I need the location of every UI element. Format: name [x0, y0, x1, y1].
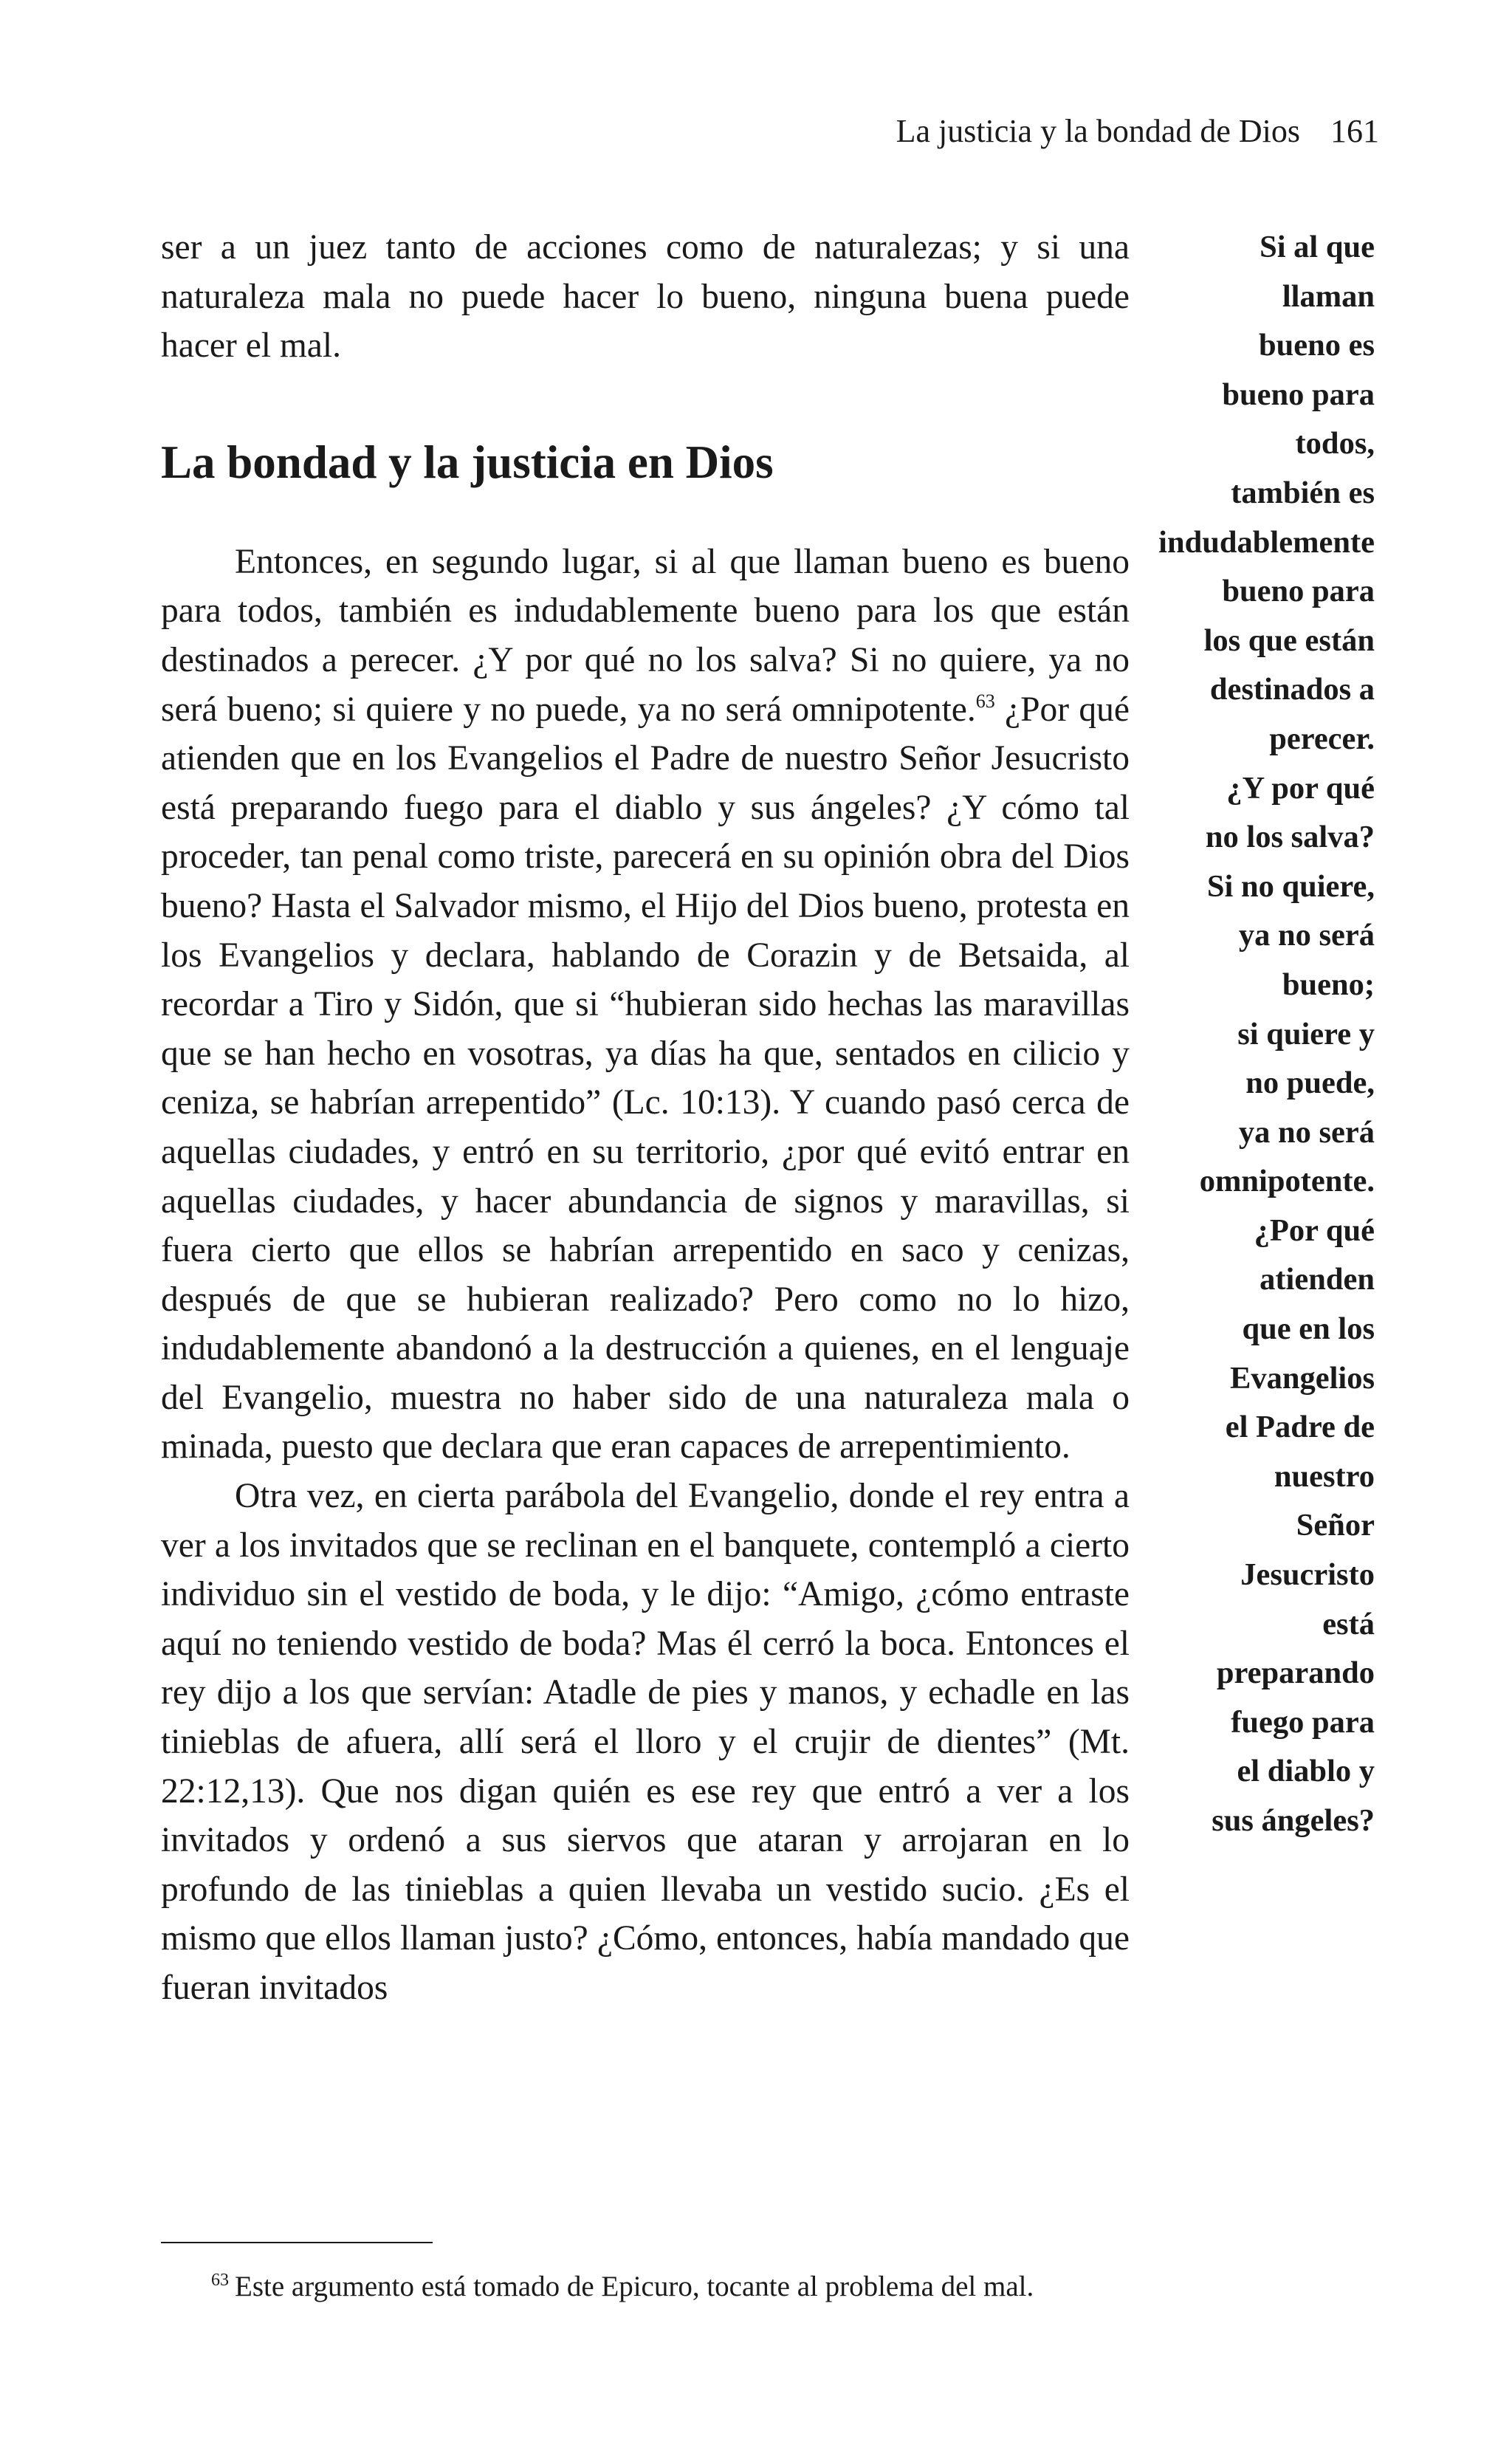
footnote-reference: 63 [975, 690, 995, 712]
footnote-text: Este argumento está tomado de Epicuro, tocante al problema del mal. [235, 2271, 1034, 2302]
running-header [896, 111, 1379, 152]
paragraph-parable: Otra vez, en cierta parábola del Evangelio, donde el rey entra a ver a los invitados que se reclinan en el banquete, contempló a cierto individuo sin el vestido de boda, y le dijo: “Amigo, ¿cómo entraste aquí no teniendo vestido de boda? Mas él cerró la boca. Entonces el rey dijo a los que servían: Atadle de pies y manos, y echadle en las tinieblas de afuera, allí será el lloro y el crujir de dientes” (Mt. 22:12,13). Que nos digan quién es ese rey que entró a ver a los invitados y ordenó a sus siervos que ataran y arrojaran en lo profundo de las tinieblas a quien llevaba un vestido sucio. ¿Es el mismo que ellos llaman justo? ¿Cómo, entonces, había mandado que fueran invitados [161, 1477, 1130, 2007]
running-title: La justicia y la bondad de Dios [896, 113, 1300, 149]
paragraph-goodness-justice [161, 538, 1130, 1472]
footnote [161, 2267, 1130, 2307]
paragraph-text-before-note: Entonces, en segundo lugar, si al que llaman bueno es bueno para todos, también es indudablemente bueno para los que están destinados a perecer. ¿Y por qué no los salva? Si no quiere, ya no será bueno; si quiere y no puede, ya no será omnipotente. [161, 542, 1130, 729]
main-text-column [161, 223, 1130, 2013]
footnote-divider [161, 2242, 433, 2243]
margin-pull-quote: Si al que llaman bueno es bueno para todos, también es indudablemente bueno para los que están destinados a perecer. ¿Y por qué no los salva? Si no quiere, ya no será bueno; si quiere y no puede, ya no será omnipotente. ¿Por qué atienden que en los Evangelios el Padre de nuestro Señor Jesucristo está preparando fuego para el diablo y sus ángeles? [1158, 230, 1375, 1838]
page-number: 161 [1330, 113, 1379, 149]
footnote-number: 63 [211, 2271, 229, 2290]
paragraph-continued: ser a un juez tanto de acciones como de naturalezas; y si una naturaleza mala no puede hacer lo bueno, ninguna buena puede hacer el mal. [161, 228, 1130, 366]
section-heading: La bondad y la justicia en Dios [161, 436, 774, 488]
paragraph-text-after-note: ¿Por qué atienden que en los Evangelios el Padre de nuestro Señor Jesucristo está preparando fuego para el diablo y sus ángeles? ¿Y cómo tal proceder, tan penal como triste, parecerá en su opinión obra del Dios bueno? Hasta el Salvador mismo, el Hijo del Dios bueno, protesta en los Evangelios y declara, hablando de Corazin y de Betsaida, al recordar a Tiro y Sidón, que si “hubieran sido hechas las maravillas que se han hecho en vosotras, ya días ha que, sentados en cilicio y ceniza, se habrían arrepentido” (Lc. 10:13). Y cuando pasó cerca de aquellas ciudades, y entró en su territorio, ¿por qué evitó entrar en aquellas ciudades, y hacer abundancia de signos y maravillas, si fuera cierto que ellos se habrían arrepentido en saco y cenizas, después de que se hubieran realizado? Pero como no lo hizo, indudablemente abandonó a la destrucción a quienes, en el lenguaje del Evangelio, muestra no haber sido de una naturaleza mala o minada, puesto que declara que eran capaces de arrepentimiento. [161, 690, 1130, 1466]
